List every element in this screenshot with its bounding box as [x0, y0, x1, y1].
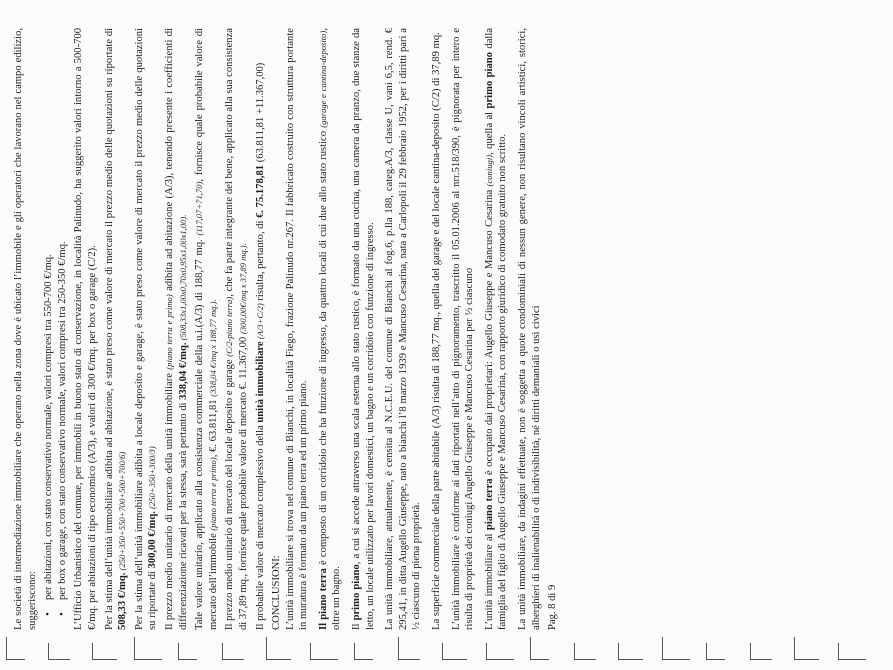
italic-note: (C/2-piano terra) — [224, 296, 235, 357]
price-suggestions-list — [42, 28, 69, 630]
text: Il probabile valore di mercato complessivo della — [254, 422, 266, 630]
italic-formula: (250+350+550+700+500+700/6) — [117, 451, 128, 573]
bold-value: 300,00 €/mq. — [147, 511, 159, 569]
bold-label: primo piano — [483, 52, 495, 109]
bold-value: 338,04 €/mq. — [177, 342, 189, 400]
piano-terra-paragraph — [317, 28, 344, 630]
italic-note: (coniugi) — [483, 154, 494, 187]
intro-paragraph: Le società di intermediazione immobiliare che operano nella zona dove è ubicato l’immobile e gli operatori che lavorano nel campo edilizio, suggeriscono: — [13, 28, 38, 630]
text: , €. 63.811,81 — [207, 396, 219, 458]
bold-label: Il piano terra — [317, 568, 329, 630]
valore-unitario-paragraph — [193, 28, 220, 630]
text: dalla famiglia del figlio di Augello Giuseppe e Mancuso Cesarina, con rapporto giuridico di comodato gratuito non scritto. — [483, 28, 509, 630]
text: risulta, pertanto, di — [254, 217, 266, 304]
catasto-paragraph: La unità immobiliare, attualmente, è censita al N.C.E.U. del comune di Bianchi al fog.6, p.lla 188, categ.A/3, classe U, vani 6,5, rend. € 295,41, in ditta Augello Giuseppe, nato a bianchi l’8 marzo 1939 e Mancuso Cesarina, nata a Carlopoli il 29 febbraio 1952, per i diritti pari a ½ ciascuno di piena proprietà. — [384, 28, 423, 630]
prezzo-medio-paragraph — [163, 28, 190, 630]
italic-formula: (300,00€/mq x 37,89 mq.). — [237, 243, 248, 335]
text: Il — [351, 620, 363, 630]
text: Tale valore unitario, applicato alla consistenza commerciale della u.i.(A/3) di 188,77 mq. — [194, 235, 206, 630]
text: è composto di un corridoio che ha funzione di ingresso, da quattro locali di cui due allo stato rustico — [317, 127, 329, 569]
italic-note: (piano terra e primo) — [163, 294, 174, 370]
text: Il prezzo medio unitario di mercato della unità immobiliare — [163, 369, 175, 630]
locale-deposito-paragraph — [223, 28, 250, 630]
text: , a cui si accede attraverso una scala esterna allo stato rustico, è formato da una cucina, una camera da pranzo, due stanze da letto, un locale utilizzato per lavori domestici, un bagno e un corridoio con funzione di ingresso. — [351, 28, 376, 630]
bold-value: 508,33 €/mq. — [117, 572, 129, 630]
page-number: Pag. 8 di 9 — [547, 584, 559, 630]
text: adibita ad abitazione (A/3), tenendo presente i coefficienti di differenziazione ricavati per la stessa, sarà pertanto di — [163, 28, 189, 630]
italic-formula: (338,04 €/mq x 188,77 mq.). — [207, 299, 218, 397]
text: , oltre un bagno. — [317, 28, 343, 630]
italic-note: (A/3+C/2) — [254, 303, 265, 342]
vincoli-paragraph: La unità immobiliare, da indagini effettuate, non è soggetta a quote condominiali di nessun genere, non risultano vincoli artistici, storici, alberghieri di inalienabilità o di indivisibilità, né diritti demaniali o usi civici — [517, 28, 542, 630]
valore-complessivo-paragraph — [254, 28, 268, 630]
text: L’unità immobiliare al — [483, 530, 495, 630]
bold-label: piano terra — [483, 478, 495, 531]
stima-abitazione-paragraph — [103, 28, 130, 630]
ufficio-urbanistico-paragraph: L’Ufficio Urbanistico del comune, per immobili in buono stato di conservazione, in località Palinudo, ha suggerito valori intorno a 500-700 €/mq. per abitazioni di tipo economico (A/3), e valori di 300 €/mq. per box o garage (C/2). — [73, 28, 98, 630]
italic-formula: (250+350+300/3) — [147, 446, 158, 512]
text: Per la stima dell’unità immobiliare adibita a locale deposito e garage, è stato preso come valore di mercato il prezzo medio delle quotazioni su riportate di — [133, 28, 159, 630]
conclusioni-heading: CONCLUSIONI: — [271, 555, 283, 630]
text: Il prezzo medio unitario di mercato del locale deposito e garage — [224, 356, 236, 630]
superficie-paragraph: La superficie commerciale della parte abitabile (A/3) risulta di 188,77 mq., quella del garage e del locale cantina-deposito (C/2) di 37,89 mq. — [431, 32, 443, 630]
stima-garage-paragraph — [133, 28, 160, 630]
text: , che fa parte integrante del bene, applicato alla sua consistenza di 37,89 mq., fornisce quale probabile valore di mercato €. 11.367,00 — [224, 28, 249, 630]
list-item: • per abitazioni, con stato conservativo normale, valori compresi tra 550-700 €/mq. — [42, 28, 56, 600]
italic-note: (garage e cantina-deposito) — [317, 30, 328, 128]
text: (63.811,81 +11.367,00) — [254, 62, 266, 165]
text: Per la stima dell’unità immobiliare adibita ad abitazione, è stato preso come valore di mercato il prezzo medio delle quotazioni su riportate di — [103, 28, 115, 630]
text: , quella al — [483, 108, 495, 155]
italic-note: (piano terra e primo) — [207, 457, 218, 531]
bold-total: €. 75.178,81 — [254, 164, 266, 218]
occupazione-paragraph — [483, 28, 510, 630]
italic-note: (117,07+71,70) — [194, 181, 205, 236]
primo-piano-paragraph — [350, 28, 377, 630]
bold-label: primo piano — [351, 564, 363, 621]
conclusioni-paragraph: L’unità immobiliare si trova nel comune di Bianchi, in località Fiego, frazione Palinudo nr.267. Il fabbricato costruito con struttura portante in muratura è formato da un piano terra ed un primo piano. — [284, 28, 310, 630]
bold-label: unità immobiliare — [254, 341, 266, 423]
text: , fornisce quale probabile valore di mercato dell’immobile — [194, 28, 219, 630]
conformita-paragraph: L’unità immobiliare è conforme ai dati riportati nell’atto di pignoramento, trascritto il 05.01.2006 al nrr.518/390, è pignorata per intero e risulta di proprietà dei coniugi Augello Giuseppe e Mancuso Cesarina per ½ ciascuno — [450, 28, 476, 630]
text: è occupato dai proprietari: Augello Giuseppe e Mancuso Cesarina — [483, 186, 495, 479]
italic-formula: (508,33x1,00x0,70x0,95x1,00x1,00). — [177, 214, 188, 343]
document-body — [12, 28, 563, 630]
list-item: • per box o garage, con stato conservativo normale, valori compresi tra 250-350 €/mq. — [56, 28, 70, 600]
